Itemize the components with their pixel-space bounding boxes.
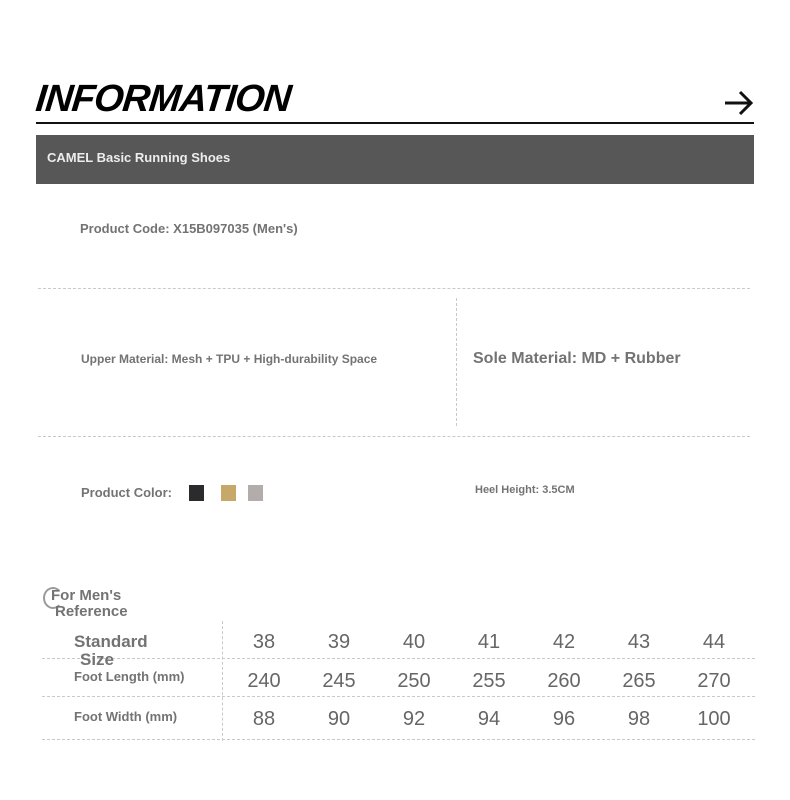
row-label-line-1: Standard: [74, 632, 148, 651]
row-label-line-2: Size: [80, 650, 115, 669]
divider: [38, 288, 750, 289]
table-cell: 255: [472, 670, 506, 692]
table-cell: 260: [547, 670, 581, 692]
product-color-label: Product Color:: [81, 485, 172, 500]
table-cell: 265: [622, 670, 656, 692]
product-code: Product Code: X15B097035 (Men's): [80, 221, 298, 236]
table-cell: 43: [627, 631, 651, 653]
table-cell: 94: [477, 708, 501, 730]
page-title: INFORMATION: [33, 78, 293, 120]
table-cell: 245: [322, 670, 356, 692]
heel-height: Heel Height: 3.5CM: [475, 484, 575, 496]
table-cell: 92: [402, 708, 426, 730]
row-label-foot-length: Foot Length (mm): [74, 669, 185, 684]
row-label-foot-width: Foot Width (mm): [74, 709, 178, 724]
table-cell: 90: [327, 708, 351, 730]
table-cell: 100: [697, 708, 731, 730]
column-divider: [456, 298, 457, 426]
color-swatch-black: [189, 485, 204, 501]
table-cell: 41: [477, 631, 501, 653]
reference-line-2: Reference: [55, 603, 128, 620]
table-cell: 96: [552, 708, 576, 730]
table-cell: 270: [697, 670, 731, 692]
title-divider: [36, 122, 754, 124]
sole-material: Sole Material: MD + Rubber: [473, 350, 681, 367]
reference-label: [51, 588, 128, 620]
table-row-standard-size: [42, 621, 755, 669]
upper-material: Upper Material: Mesh + TPU + High-durability Space: [81, 352, 378, 366]
table-cell: 88: [252, 708, 276, 730]
table-row-foot-length: [42, 659, 755, 697]
product-name-banner: CAMEL Basic Running Shoes: [36, 135, 754, 184]
divider: [38, 436, 750, 437]
color-swatch-khaki: [221, 485, 236, 501]
table-row-foot-width: [42, 698, 755, 740]
table-cell: 39: [327, 631, 351, 653]
arrow-right-icon[interactable]: [722, 88, 756, 118]
table-cell: 240: [247, 670, 281, 692]
table-cell: 44: [702, 631, 726, 653]
color-swatch-grey: [248, 485, 263, 501]
table-cell: 98: [627, 708, 651, 730]
table-cell: 42: [552, 631, 576, 653]
reference-line-1: For Men's: [51, 587, 122, 604]
table-cell: 250: [397, 670, 431, 692]
table-cell: 38: [252, 631, 276, 653]
table-cell: 40: [402, 631, 426, 653]
